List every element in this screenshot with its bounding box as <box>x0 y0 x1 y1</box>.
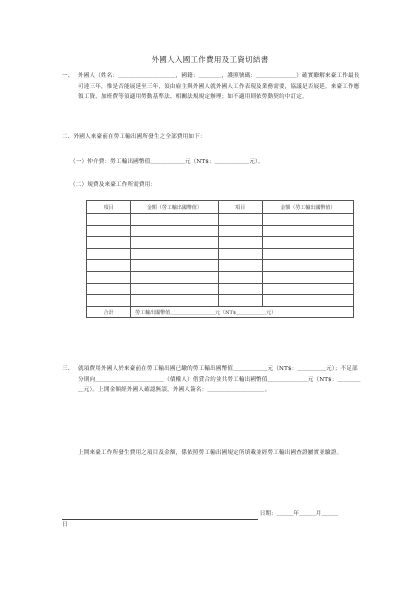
fee-table-header-item-2: 項目 <box>218 201 262 214</box>
fee-table-cell[interactable] <box>262 271 353 283</box>
fee-table-cell[interactable] <box>87 283 131 295</box>
fee-table-total-value: 勞工輸出國幣值＿＿＿＿＿＿＿＿＿元（NT$＿＿＿＿＿＿元） <box>131 306 354 318</box>
fee-table-cell[interactable] <box>262 225 353 237</box>
fee-table-cell[interactable] <box>87 295 131 307</box>
section-3-text: 就項費用外國人於來臺前在勞工輸出國已繳的勞工輸出國幣值＿＿＿＿＿＿元（NT$：＿＿＿＿＿元）；不足部分則向＿＿＿＿＿＿＿＿＿＿＿＿（債權人）借貸合約並共勞工輸出國幣值＿＿＿＿＿＿＿元（NT$：＿＿＿＿＿元）。上開金額經外國人確認無誤，外國人簽名：＿＿＿＿＿＿＿＿＿＿。 <box>78 366 361 393</box>
fee-table-row <box>87 283 354 295</box>
fee-table-total-label: 合計 <box>87 306 131 318</box>
fee-table-cell[interactable] <box>131 283 218 295</box>
fee-table-cell[interactable] <box>262 260 353 272</box>
fee-table-cell[interactable] <box>87 248 131 260</box>
fee-table-row <box>87 260 354 272</box>
fee-table-row <box>87 237 354 249</box>
fee-table-cell[interactable] <box>131 225 218 237</box>
fee-table-cell[interactable] <box>218 295 262 307</box>
section-1-text: 外國人（姓名：＿＿＿＿＿＿＿＿＿＿，國籍：＿＿＿＿，護照號碼：＿＿＿＿＿＿＿）確實瞭解來臺工作最長可達三年，惟是否能展延至三年，須由雇主與外國人就外國人工作表現及業務需要，協議是否展延。來臺工作應領工資、加班費等須適用勞動基準法、相關法規規定辦理；如不適用則依勞動契約中訂定。 <box>78 73 360 100</box>
fee-table-row <box>87 225 354 237</box>
fee-table-cell[interactable] <box>87 237 131 249</box>
fee-table-cell[interactable] <box>87 214 131 226</box>
fee-table-cell[interactable] <box>87 225 131 237</box>
section-2-heading: 二、外國人來臺前在勞工輸出國所發生之全部費用如下： <box>62 134 206 140</box>
fee-table-header-item-1: 項目 <box>87 201 131 214</box>
fee-table-header-amount-2: 金額（勞工輸出國幣值） <box>262 201 353 214</box>
fee-table-cell[interactable] <box>218 237 262 249</box>
signature-line[interactable] <box>62 512 258 520</box>
fee-table-cell[interactable] <box>262 237 353 249</box>
fee-table-cell[interactable] <box>87 271 131 283</box>
fee-table-cell[interactable] <box>218 214 262 226</box>
fee-table-cell[interactable] <box>131 237 218 249</box>
section-3-number: 三、 <box>62 366 74 372</box>
fee-table-header-row <box>87 201 354 214</box>
fee-table-cell[interactable] <box>262 283 353 295</box>
fee-table-cell[interactable] <box>218 260 262 272</box>
fee-table-cell[interactable] <box>218 271 262 283</box>
section-1-number: 一、 <box>62 73 74 79</box>
fee-table-cell[interactable] <box>218 283 262 295</box>
fee-table-row <box>87 248 354 260</box>
fee-table <box>86 200 354 318</box>
fee-table-cell[interactable] <box>218 225 262 237</box>
date-label: 日期：＿＿＿年＿＿＿月＿＿＿ <box>259 511 339 517</box>
signature-block <box>62 509 362 530</box>
section-2-item-a: （一）仲介費：勞工輸出國幣值＿＿＿＿＿＿元（NT$：＿＿＿＿＿＿元）。 <box>70 159 264 165</box>
fee-table-total-row <box>87 306 354 318</box>
fee-table-cell[interactable] <box>131 295 218 307</box>
section-2-item-b: （二）規費及來臺工作所需費用： <box>70 182 157 188</box>
fee-table-cell[interactable] <box>218 248 262 260</box>
fee-table-row <box>87 295 354 307</box>
fee-table-row <box>87 271 354 283</box>
fee-table-cell[interactable] <box>131 248 218 260</box>
fee-table-cell[interactable] <box>131 260 218 272</box>
fee-table-row <box>87 214 354 226</box>
fee-table-cell[interactable] <box>87 260 131 272</box>
fee-table-header-amount-1: 金額（勞工輸出國幣值） <box>131 201 218 214</box>
date-day-label: 日 <box>62 521 68 528</box>
document-title: 外國人入國工作費用及工資切結書 <box>151 55 269 64</box>
section-4-text: 上開來臺工作所發生費用之項目及金額，係依照勞工輸出國規定所填載並經勞工輸出國查證屬實並驗證。 <box>78 450 343 456</box>
fee-table-cell[interactable] <box>262 295 353 307</box>
fee-table-cell[interactable] <box>262 214 353 226</box>
fee-table-cell[interactable] <box>131 271 218 283</box>
fee-table-cell[interactable] <box>262 248 353 260</box>
fee-table-cell[interactable] <box>131 214 218 226</box>
